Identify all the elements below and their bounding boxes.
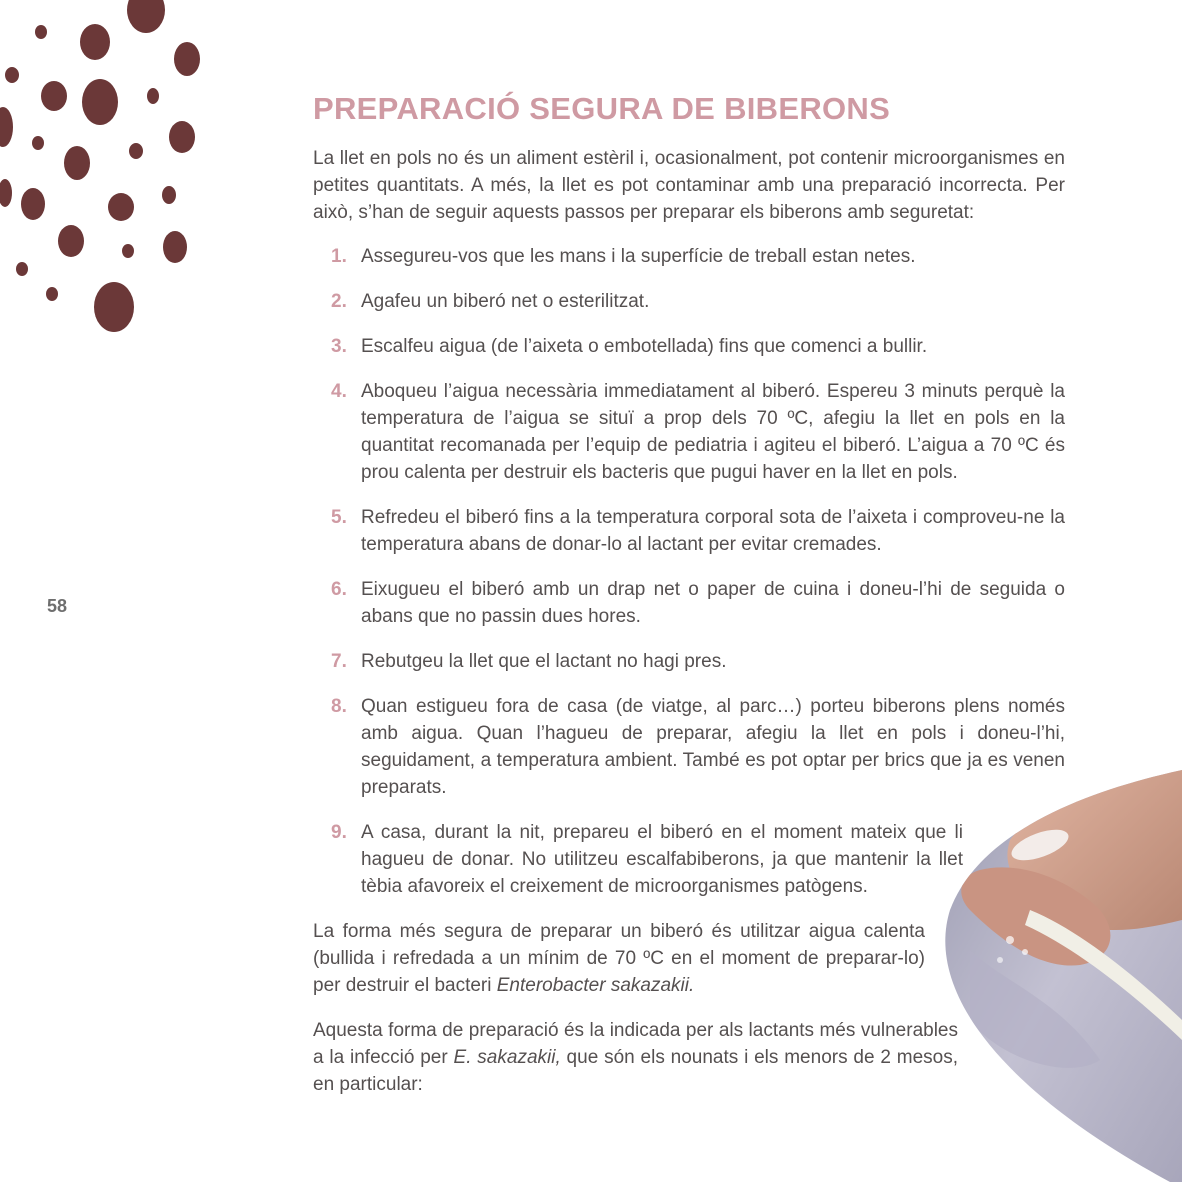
list-item bbox=[313, 576, 1065, 630]
main-content bbox=[313, 90, 1065, 1098]
dot bbox=[82, 79, 118, 125]
step-text: Escalfeu aigua (de l’aixeta o embotellada) fins que comenci a bullir. bbox=[361, 336, 928, 357]
list-item bbox=[313, 504, 1065, 558]
step-text: Aboqueu l’aigua necessària immediatament al biberó. Espereu 3 minuts perquè la temperatura de l’aigua se situï a prop dels 70 ºC, afegiu la llet en pols en la quantitat recomanada per l’equip de pediatria i agiteu el biberó. L’aigua a 70 ºC és prou calenta per destruir els bacteris que pugui haver en la llet en pols. bbox=[361, 381, 1065, 483]
list-item bbox=[313, 378, 1065, 486]
list-item bbox=[313, 243, 1065, 270]
dot bbox=[163, 231, 187, 263]
dot bbox=[108, 193, 134, 221]
vulnerable-text-start: Aquesta forma de preparació és la indicada per als lactants més vulnerables a la infecció per bbox=[313, 1020, 958, 1068]
step-text: A casa, durant la nit, prepareu el biberó en el moment mateix que li hagueu de donar. No utilitzeu escalfabiberons, ja que mantenir la llet tèbia afavoreix el creixement de microorganismes patògens. bbox=[361, 822, 963, 897]
step-number: 6. bbox=[331, 579, 347, 600]
step-text: Assegureu-vos que les mans i la superfície de treball estan netes. bbox=[361, 246, 916, 267]
dot bbox=[122, 244, 134, 258]
step-text: Rebutgeu la llet que el lactant no hagi pres. bbox=[361, 651, 727, 672]
step-number: 5. bbox=[331, 507, 347, 528]
dot bbox=[21, 188, 45, 220]
step-number: 4. bbox=[331, 381, 347, 402]
bacteria-name: Enterobacter sakazakii. bbox=[496, 975, 695, 996]
vulnerable-paragraph bbox=[313, 1017, 958, 1098]
step-number: 3. bbox=[331, 336, 347, 357]
dot bbox=[147, 88, 159, 104]
dot bbox=[94, 282, 134, 332]
safety-text: La forma més segura de preparar un biberó és utilitzar aigua calenta (bullida i refredada a un mínim de 70 ºC en el moment de preparar-lo) per destruir el bacteri bbox=[313, 921, 925, 996]
step-text: Eixugueu el biberó amb un drap net o paper de cuina i doneu-l’hi de seguida o abans que no passin dues hores. bbox=[361, 579, 1065, 627]
dot bbox=[162, 186, 176, 204]
decorative-dots bbox=[0, 0, 210, 340]
page-number: 58 bbox=[47, 596, 68, 616]
step-text: Quan estigueu fora de casa (de viatge, al parc…) porteu biberons plens només amb aigua. Quan l’hagueu de preparar, afegiu la llet en pols i doneu-l’hi, seguidament, a temperatura ambient. També es pot optar per brics que ja es venen preparats. bbox=[361, 696, 1065, 798]
dot bbox=[41, 81, 67, 111]
dot bbox=[0, 179, 12, 207]
safety-paragraph bbox=[313, 918, 925, 999]
step-number: 2. bbox=[331, 291, 347, 312]
dot bbox=[127, 0, 165, 33]
dot bbox=[64, 146, 90, 180]
dot bbox=[129, 143, 143, 159]
page-title: PREPARACIÓ SEGURA DE BIBERONS bbox=[313, 91, 891, 126]
dot bbox=[0, 107, 13, 147]
intro-paragraph: La llet en pols no és un aliment estèril i, ocasionalment, pot contenir microorganismes en petites quantitats. A més, la llet es pot contaminar amb una preparació incorrecta. Per això, s’han de seguir aquests passos per preparar els biberons amb seguretat: bbox=[313, 148, 1065, 223]
list-item bbox=[313, 819, 963, 900]
bacteria-abbrev: E. sakazakii, bbox=[453, 1047, 561, 1068]
dot bbox=[46, 287, 58, 301]
step-number: 8. bbox=[331, 696, 347, 717]
vulnerable-text-end: que són els nounats i els menors de 2 mesos, en particular: bbox=[313, 1047, 958, 1095]
steps-list bbox=[313, 243, 1065, 900]
dot bbox=[80, 24, 110, 60]
dot bbox=[32, 136, 44, 150]
list-item bbox=[313, 333, 1065, 360]
list-item bbox=[313, 648, 1065, 675]
dot bbox=[35, 25, 47, 39]
step-text: Agafeu un biberó net o esterilitzat. bbox=[361, 291, 650, 312]
dot bbox=[5, 67, 19, 83]
dot bbox=[174, 42, 200, 76]
dot bbox=[58, 225, 84, 257]
dot bbox=[16, 262, 28, 276]
list-item bbox=[313, 693, 1065, 801]
step-number: 7. bbox=[331, 651, 347, 672]
step-text: Refredeu el biberó fins a la temperatura corporal sota de l’aixeta i comproveu-ne la temperatura abans de donar-lo al lactant per evitar cremades. bbox=[361, 507, 1065, 555]
list-item bbox=[313, 288, 1065, 315]
step-number: 9. bbox=[331, 822, 347, 843]
dot bbox=[169, 121, 195, 153]
step-number: 1. bbox=[331, 246, 347, 267]
